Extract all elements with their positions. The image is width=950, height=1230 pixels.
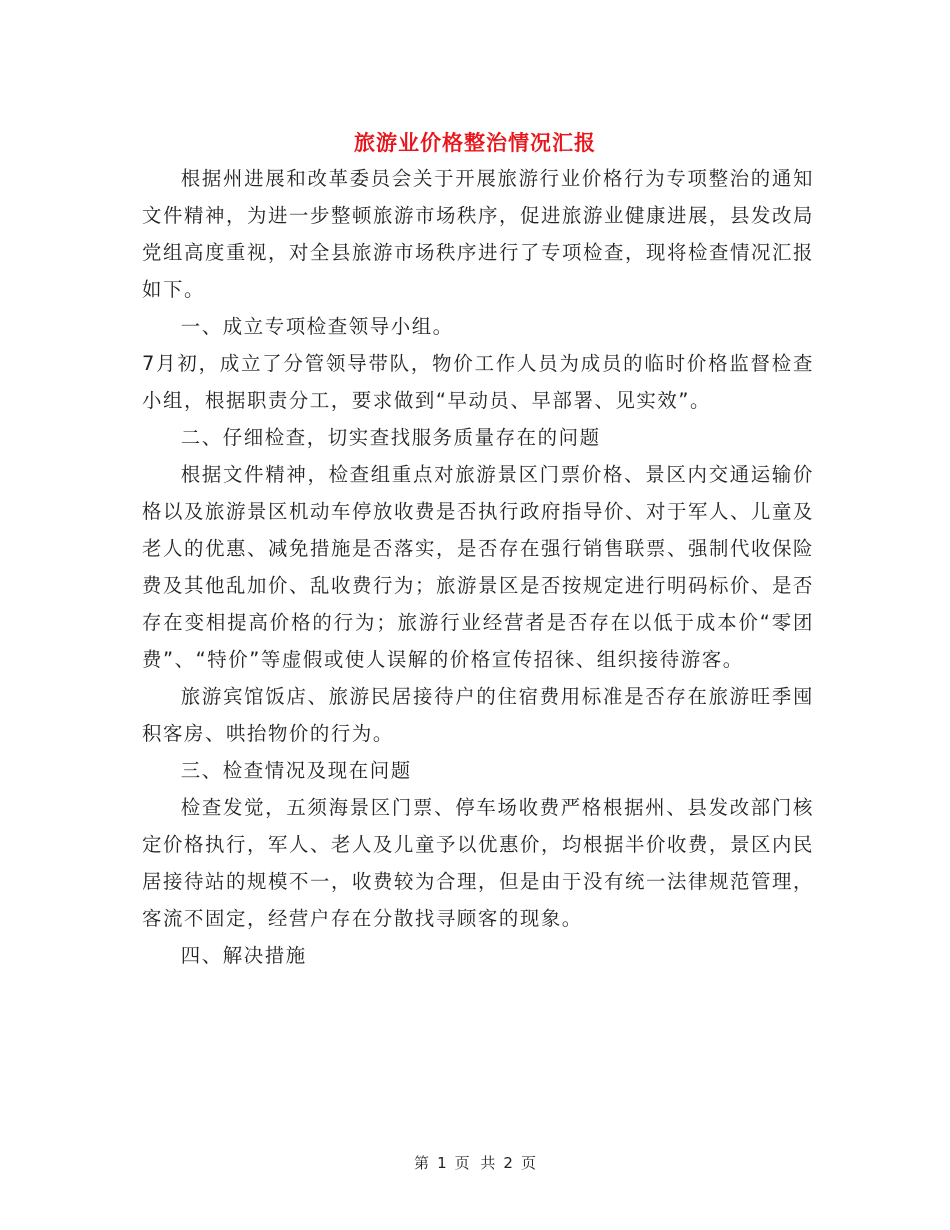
footer-middle: 页 共 — [454, 1154, 496, 1172]
page-footer — [0, 1152, 950, 1174]
footer-suffix: 页 — [520, 1154, 536, 1172]
section-heading-2: 二、仔细检查，切实查找服务质量存在的问题 — [180, 426, 601, 449]
section-heading-4: 四、解决措施 — [180, 944, 307, 967]
paragraph-section-2: 根据文件精神，检查组重点对旅游景区门票价格、景区内交通运输价格以及旅游景区机动车停放收费是否执行政府指导价、对于军人、儿童及老人的优惠、减免措施是否落实，是否存在强行销售联票、强制代收保险费及其他乱加价、乱收费行为；旅游景区是否按规定进行明码标价、是否存在变相提高价格的行为；旅游行业经营者是否存在以低于成本价“零团费”、“特价”等虚假或使人误解的价格宣传招徕、组织接待游客。 — [142, 463, 814, 671]
document-title: 旅游业价格整治情况汇报 — [354, 131, 596, 156]
paragraph-section-1: 7月初，成立了分管领导带队，物价工作人员为成员的临时价格监督检查小组，根据职责分工，要求做到“早动员、早部署、见实效”。 — [142, 352, 814, 412]
paragraph-section-2-continued: 旅游宾馆饭店、旅游民居接待户的住宿费用标准是否存在旅游旺季囤积客房、哄抬物价的行为。 — [142, 685, 814, 745]
paragraph-intro: 根据州进展和改革委员会关于开展旅游行业价格行为专项整治的通知文件精神，为进一步整顿旅游市场秩序，促进旅游业健康进展，县发改局党组高度重视，对全县旅游市场秩序进行了专项检查，现将检查情况汇报如下。 — [142, 167, 814, 301]
page-number: 1 — [437, 1154, 447, 1172]
section-heading-3: 三、检查情况及现在问题 — [180, 759, 412, 782]
section-heading-1: 一、成立专项检查领导小组。 — [180, 315, 454, 338]
document-body — [142, 160, 814, 974]
page-total: 2 — [503, 1154, 513, 1172]
paragraph-section-3: 检查发觉，五须海景区门票、停车场收费严格根据州、县发改部门核定价格执行，军人、老人及儿童予以优惠价，均根据半价收费，景区内民居接待站的规模不一，收费较为合理，但是由于没有统一法律规范管理，客流不固定，经营户存在分散找寻顾客的现象。 — [142, 796, 814, 930]
footer-prefix: 第 — [414, 1154, 430, 1172]
